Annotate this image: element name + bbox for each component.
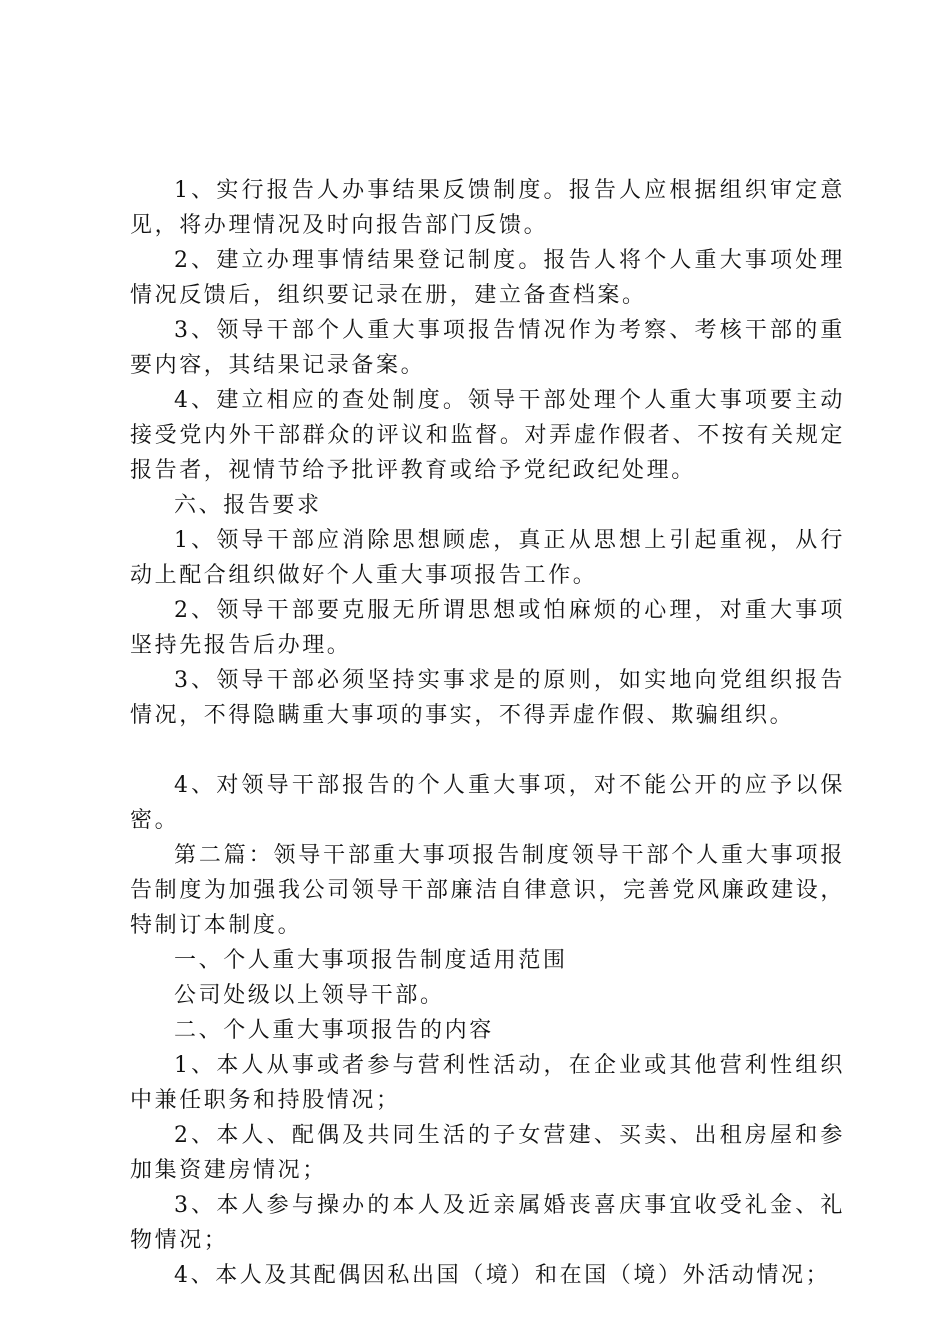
paragraph: 2、建立办理事情结果登记制度。报告人将个人重大事项处理情况反馈后，组织要记录在册，建立备查档案。: [130, 248, 845, 308]
section-heading: 二、个人重大事项报告的内容: [174, 1018, 494, 1043]
section-heading: 一、个人重大事项报告制度适用范围: [174, 948, 568, 973]
paragraph: 1、实行报告人办事结果反馈制度。报告人应根据组织审定意见，将办理情况及时向报告部门反馈。: [130, 178, 845, 238]
blank-line: [130, 733, 845, 768]
section-heading: 六、报告要求: [174, 493, 322, 518]
paragraph: 1、本人从事或者参与营利性活动，在企业或其他营利性组织中兼任职务和持股情况；: [130, 1053, 845, 1113]
paragraph: 3、领导干部个人重大事项报告情况作为考察、考核干部的重要内容，其结果记录备案。: [130, 318, 845, 378]
paragraph: 第二篇：领导干部重大事项报告制度领导干部个人重大事项报告制度为加强我公司领导干部廉洁自律意识，完善党风廉政建设，特制订本制度。: [130, 843, 845, 938]
paragraph: 1、领导干部应消除思想顾虑，真正从思想上引起重视，从行动上配合组织做好个人重大事项报告工作。: [130, 528, 845, 588]
paragraph: 4、建立相应的查处制度。领导干部处理个人重大事项要主动接受党内外干部群众的评议和监督。对弄虚作假者、不按有关规定报告者，视情节给予批评教育或给予党纪政纪处理。: [130, 388, 845, 483]
paragraph: 3、本人参与操办的本人及近亲属婚丧喜庆事宜收受礼金、礼物情况；: [130, 1193, 845, 1253]
paragraph: 公司处级以上领导干部。: [174, 983, 445, 1008]
paragraph: 2、领导干部要克服无所谓思想或怕麻烦的心理，对重大事项坚持先报告后办理。: [130, 598, 845, 658]
paragraph: 2、本人、配偶及共同生活的子女营建、买卖、出租房屋和参加集资建房情况；: [130, 1123, 845, 1183]
paragraph: 4、对领导干部报告的个人重大事项，对不能公开的应予以保密。: [130, 773, 845, 833]
paragraph: 4、本人及其配偶因私出国（境）和在国（境）外活动情况；: [174, 1263, 831, 1288]
paragraph: 3、领导干部必须坚持实事求是的原则，如实地向党组织报告情况，不得隐瞒重大事项的事实，不得弄虚作假、欺骗组织。: [130, 668, 845, 728]
document-body: [130, 173, 845, 1293]
